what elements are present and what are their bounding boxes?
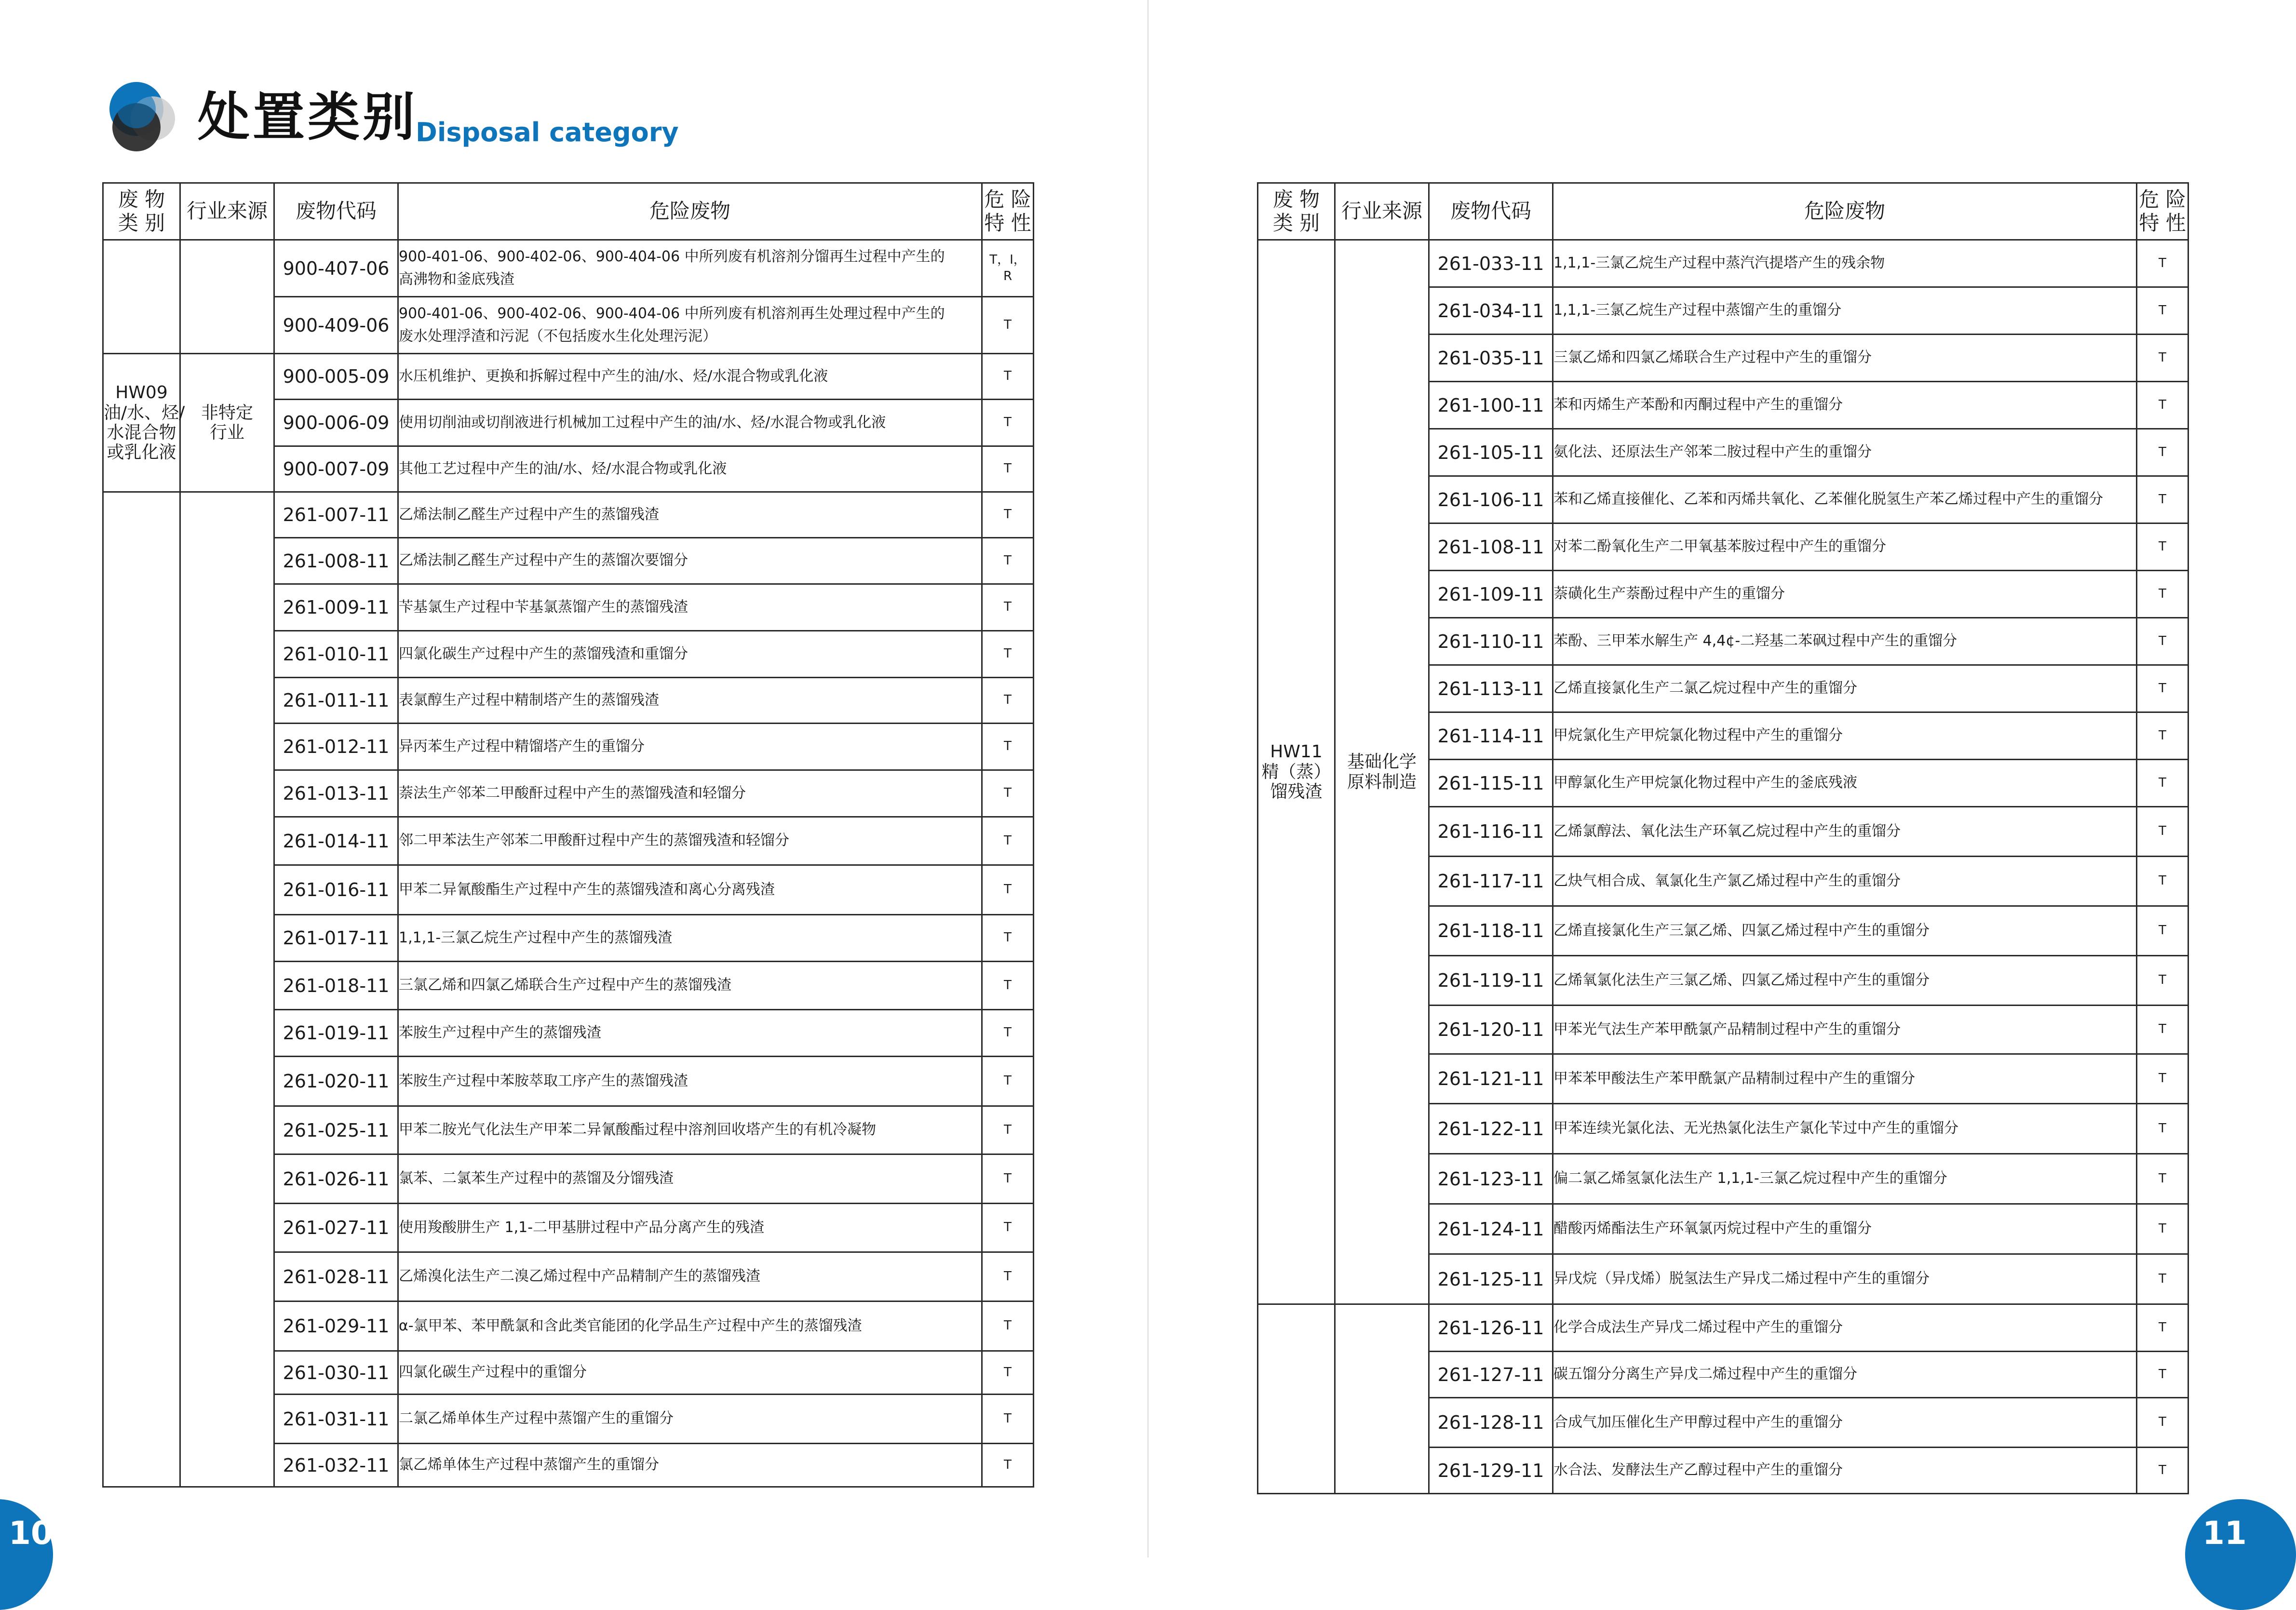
waste-description-text: 化学合成法生产异戊二烯过程中产生的重馏分 bbox=[1553, 1319, 1843, 1336]
hazard-characteristic-text: T bbox=[1004, 415, 1012, 430]
waste-code: 261-122-11 bbox=[1429, 1104, 1553, 1154]
waste-description bbox=[1553, 429, 2137, 476]
column-header-description: 危险废物 bbox=[398, 183, 982, 240]
category-cell bbox=[1258, 240, 1335, 1304]
hazard-characteristic-text: T，I， R bbox=[989, 252, 1026, 283]
waste-description bbox=[1553, 1304, 2137, 1352]
hazard-characteristic bbox=[2137, 429, 2188, 476]
waste-code: 261-121-11 bbox=[1429, 1054, 1553, 1104]
hazard-characteristic bbox=[2137, 382, 2188, 429]
hazard-characteristic-text: T bbox=[2159, 397, 2166, 412]
waste-description-text: 乙炔气相合成、氧氯化生产氯乙烯过程中产生的重馏分 bbox=[1553, 872, 1901, 889]
waste-description bbox=[1553, 857, 2137, 906]
waste-description bbox=[1553, 571, 2137, 618]
hazard-characteristic-text: T bbox=[2159, 824, 2166, 839]
waste-description-text: 三氯乙烯和四氯乙烯联合生产过程中产生的重馏分 bbox=[1553, 349, 1872, 366]
waste-code: 900-007-09 bbox=[274, 446, 398, 492]
category-cell bbox=[1258, 1304, 1335, 1494]
hazard-characteristic bbox=[982, 1204, 1034, 1252]
table-header-row bbox=[103, 183, 1034, 240]
hazard-characteristic-text: T bbox=[2159, 973, 2166, 988]
waste-description bbox=[1553, 1398, 2137, 1448]
waste-description-text: 乙烯氯醇法、氧化法生产环氧乙烷过程中产生的重馏分 bbox=[1553, 822, 1901, 840]
column-header-category: 废 物 类 别 bbox=[1258, 183, 1335, 240]
waste-description bbox=[398, 865, 982, 915]
waste-description-text: 表氯醇生产过程中精制塔产生的蒸馏残渣 bbox=[399, 691, 659, 709]
waste-code: 261-007-11 bbox=[274, 492, 398, 538]
waste-code: 900-006-09 bbox=[274, 400, 398, 446]
waste-description-text: 900-401-06、900-402-06、900-404-06 中所列废有机溶剂再生处理过程中产生的 废水处理浮渣和污泥（不包括废水生化处理污泥） bbox=[399, 305, 945, 345]
hazard-characteristic-text: T bbox=[2159, 492, 2166, 507]
waste-description-text: 氨化法、还原法生产邻苯二胺过程中产生的重馏分 bbox=[1553, 443, 1872, 461]
waste-code: 261-115-11 bbox=[1429, 760, 1553, 807]
hazard-characteristic bbox=[982, 1252, 1034, 1301]
waste-description-text: 乙烯直接氯化生产三氯乙烯、四氯乙烯过程中产生的重馏分 bbox=[1553, 922, 1930, 939]
waste-code: 261-124-11 bbox=[1429, 1204, 1553, 1254]
waste-description bbox=[1553, 712, 2137, 760]
waste-description bbox=[398, 538, 982, 584]
waste-description-text: 苯胺生产过程中苯胺萃取工序产生的蒸馏残渣 bbox=[399, 1072, 688, 1089]
hazard-characteristic-text: T bbox=[1004, 461, 1012, 476]
table-row bbox=[103, 354, 1034, 400]
waste-code: 900-409-06 bbox=[274, 297, 398, 354]
hazard-characteristic bbox=[982, 1154, 1034, 1204]
hazard-characteristic bbox=[982, 538, 1034, 584]
waste-code: 261-031-11 bbox=[274, 1395, 398, 1444]
hazard-characteristic bbox=[2137, 1398, 2188, 1448]
waste-description-text: 乙烯法制乙醛生产过程中产生的蒸馏残渣 bbox=[399, 506, 659, 523]
industry-source-cell bbox=[1335, 1304, 1429, 1494]
waste-description bbox=[1553, 1104, 2137, 1154]
industry-source-cell bbox=[1335, 240, 1429, 1304]
waste-description-text: 使用切削油或切削液进行机械加工过程中产生的油/水、烃/水混合物或乳化液 bbox=[399, 414, 886, 431]
hazard-characteristic-text: T bbox=[1004, 739, 1012, 754]
category-label: HW11 精（蒸） 馏残渣 bbox=[1261, 742, 1331, 802]
waste-description-text: 苯和丙烯生产苯酚和丙酮过程中产生的重馏分 bbox=[1553, 396, 1843, 414]
hazard-characteristic bbox=[982, 678, 1034, 724]
waste-description-text: 对苯二酚氧化生产二甲氧基苯胺过程中产生的重馏分 bbox=[1553, 538, 1886, 555]
waste-description-text: 偏二氯乙烯氢氯化法生产 1,1,1-三氯乙烷过程中产生的重馏分 bbox=[1553, 1170, 1947, 1187]
hazard-characteristic bbox=[982, 962, 1034, 1010]
waste-code: 261-126-11 bbox=[1429, 1304, 1553, 1352]
waste-code: 261-105-11 bbox=[1429, 429, 1553, 476]
waste-description bbox=[398, 1204, 982, 1252]
waste-description bbox=[1553, 1352, 2137, 1398]
waste-code: 261-123-11 bbox=[1429, 1154, 1553, 1204]
hazard-characteristic-text: T bbox=[1004, 978, 1012, 993]
hazard-characteristic-text: T bbox=[2159, 633, 2166, 648]
hazard-characteristic bbox=[982, 817, 1034, 865]
waste-description-text: 乙烯法制乙醛生产过程中产生的蒸馏次要馏分 bbox=[399, 552, 688, 569]
waste-code: 261-113-11 bbox=[1429, 665, 1553, 712]
waste-description bbox=[1553, 476, 2137, 523]
waste-code: 261-035-11 bbox=[1429, 335, 1553, 382]
waste-description-text: 萘法生产邻苯二甲酸酐过程中产生的蒸馏残渣和轻馏分 bbox=[399, 784, 746, 802]
waste-code: 261-110-11 bbox=[1429, 618, 1553, 665]
waste-description bbox=[1553, 1006, 2137, 1054]
hazard-characteristic bbox=[982, 400, 1034, 446]
waste-description bbox=[398, 915, 982, 962]
waste-description-text: 邻二甲苯法生产邻苯二甲酸酐过程中产生的蒸馏残渣和轻馏分 bbox=[399, 832, 789, 849]
hazard-characteristic bbox=[982, 492, 1034, 538]
hazard-characteristic-text: T bbox=[1004, 1220, 1012, 1235]
hazard-characteristic bbox=[2137, 1154, 2188, 1204]
hazard-characteristic-text: T bbox=[2159, 1367, 2166, 1382]
waste-code: 261-034-11 bbox=[1429, 287, 1553, 335]
category-cell bbox=[103, 492, 180, 1487]
waste-description bbox=[398, 1010, 982, 1057]
waste-description-text: 甲苯二胺光气化法生产甲苯二异氰酸酯过程中溶剂回收塔产生的有机冷凝物 bbox=[399, 1121, 876, 1139]
waste-description bbox=[398, 1154, 982, 1204]
table-row bbox=[1258, 1304, 2188, 1352]
waste-code: 261-100-11 bbox=[1429, 382, 1553, 429]
hazard-characteristic bbox=[2137, 335, 2188, 382]
waste-description bbox=[1553, 240, 2137, 287]
waste-code: 900-005-09 bbox=[274, 354, 398, 400]
hazard-characteristic-text: T bbox=[1004, 369, 1012, 384]
page-title: 处置类别 bbox=[198, 87, 418, 148]
waste-code: 261-026-11 bbox=[274, 1154, 398, 1204]
hazard-characteristic bbox=[982, 1010, 1034, 1057]
waste-code: 261-029-11 bbox=[274, 1301, 398, 1351]
hazard-characteristic-text: T bbox=[2159, 255, 2166, 270]
hazard-characteristic-text: T bbox=[2159, 350, 2166, 365]
hazard-characteristic-text: T bbox=[2159, 1171, 2166, 1186]
hazard-characteristic bbox=[982, 1106, 1034, 1154]
waste-description bbox=[398, 354, 982, 400]
waste-code: 261-025-11 bbox=[274, 1106, 398, 1154]
industry-source-label: 非特定 行业 bbox=[201, 402, 253, 443]
hazard-characteristic-text: T bbox=[2159, 1415, 2166, 1430]
hazard-characteristic-text: T bbox=[1004, 1365, 1012, 1380]
disposal-table-right bbox=[1257, 182, 2189, 1494]
waste-code: 261-114-11 bbox=[1429, 712, 1553, 760]
hazard-characteristic-text: T bbox=[1004, 1457, 1012, 1472]
waste-description bbox=[398, 400, 982, 446]
waste-description bbox=[398, 770, 982, 817]
hazard-characteristic bbox=[982, 240, 1034, 297]
waste-description bbox=[398, 297, 982, 354]
waste-code: 261-108-11 bbox=[1429, 523, 1553, 571]
hazard-characteristic-text: T bbox=[1004, 1122, 1012, 1137]
hazard-characteristic-text: T bbox=[2159, 1071, 2166, 1086]
hazard-characteristic bbox=[2137, 523, 2188, 571]
hazard-characteristic-text: T bbox=[2159, 539, 2166, 554]
waste-description bbox=[398, 678, 982, 724]
waste-description bbox=[1553, 1054, 2137, 1104]
column-header-code: 废物代码 bbox=[1429, 183, 1553, 240]
waste-code: 261-106-11 bbox=[1429, 476, 1553, 523]
hazard-characteristic bbox=[2137, 476, 2188, 523]
hazard-characteristic-text: T bbox=[2159, 728, 2166, 743]
hazard-characteristic bbox=[2137, 956, 2188, 1006]
column-header-source: 行业来源 bbox=[180, 183, 274, 240]
page-number-right: 11 bbox=[2185, 1499, 2296, 1610]
waste-description-text: 乙烯氧氯化法生产三氯乙烯、四氯乙烯过程中产生的重馏分 bbox=[1553, 971, 1930, 989]
hazard-characteristic bbox=[2137, 906, 2188, 956]
waste-description-text: 1,1,1-三氯乙烷生产过程中产生的蒸馏残渣 bbox=[399, 929, 673, 946]
waste-description-text: 900-401-06、900-402-06、900-404-06 中所列废有机溶剂分馏再生过程中产生的 高沸物和釜底残渣 bbox=[399, 248, 945, 288]
waste-description-text: 苯胺生产过程中产生的蒸馏残渣 bbox=[399, 1024, 601, 1041]
waste-description bbox=[398, 1444, 982, 1487]
column-header-code: 废物代码 bbox=[274, 183, 398, 240]
hazard-characteristic-text: T bbox=[2159, 1462, 2166, 1477]
waste-description-text: 四氯化碳生产过程中的重馏分 bbox=[399, 1364, 587, 1381]
waste-code: 261-009-11 bbox=[274, 584, 398, 631]
waste-description-text: 苄基氯生产过程中苄基氯蒸馏产生的蒸馏残渣 bbox=[399, 598, 688, 616]
waste-description bbox=[398, 817, 982, 865]
waste-description-text: 苯和乙烯直接催化、乙苯和丙烯共氧化、乙苯催化脱氢生产苯乙烯过程中产生的重馏分 bbox=[1553, 491, 2103, 508]
waste-code: 261-010-11 bbox=[274, 631, 398, 678]
waste-description bbox=[1553, 760, 2137, 807]
waste-code: 261-116-11 bbox=[1429, 807, 1553, 857]
waste-description bbox=[1553, 382, 2137, 429]
waste-description bbox=[398, 1252, 982, 1301]
hazard-characteristic-text: T bbox=[1004, 693, 1012, 708]
waste-code: 261-120-11 bbox=[1429, 1006, 1553, 1054]
hazard-characteristic-text: T bbox=[2159, 1121, 2166, 1136]
hazard-characteristic bbox=[2137, 1104, 2188, 1154]
hazard-characteristic-text: T bbox=[1004, 317, 1012, 332]
waste-description-text: 其他工艺过程中产生的油/水、烃/水混合物或乳化液 bbox=[399, 460, 727, 477]
waste-description bbox=[398, 1395, 982, 1444]
column-header-hazard: 危 险 特 性 bbox=[2137, 183, 2188, 240]
waste-description-text: 1,1,1-三氯乙烷生产过程中蒸馏产生的重馏分 bbox=[1553, 302, 1842, 319]
waste-description bbox=[1553, 287, 2137, 335]
hazard-characteristic-text: T bbox=[2159, 303, 2166, 318]
hazard-characteristic bbox=[982, 1395, 1034, 1444]
hazard-characteristic bbox=[2137, 665, 2188, 712]
table-row bbox=[103, 492, 1034, 538]
waste-description-text: 乙烯溴化法生产二溴乙烯过程中产品精制产生的蒸馏残渣 bbox=[399, 1268, 760, 1285]
waste-code: 261-125-11 bbox=[1429, 1254, 1553, 1304]
waste-description bbox=[1553, 665, 2137, 712]
hazard-characteristic-text: T bbox=[1004, 1025, 1012, 1040]
waste-description-text: 合成气加压催化生产甲醇过程中产生的重馏分 bbox=[1553, 1413, 1843, 1431]
waste-description-text: 异丙苯生产过程中精馏塔产生的重馏分 bbox=[399, 738, 645, 755]
waste-code: 261-129-11 bbox=[1429, 1448, 1553, 1494]
waste-description-text: 氯乙烯单体生产过程中蒸馏产生的重馏分 bbox=[399, 1456, 659, 1474]
waste-description bbox=[398, 584, 982, 631]
waste-description-text: 氯苯、二氯苯生产过程中的蒸馏及分馏残渣 bbox=[399, 1170, 674, 1187]
waste-description-text: α-氯甲苯、苯甲酰氯和含此类官能团的化学品生产过程中产生的蒸馏残渣 bbox=[399, 1317, 862, 1334]
hazard-characteristic-text: T bbox=[1004, 1073, 1012, 1088]
column-header-source: 行业来源 bbox=[1335, 183, 1429, 240]
waste-code: 261-018-11 bbox=[274, 962, 398, 1010]
hazard-characteristic-text: T bbox=[2159, 923, 2166, 938]
column-header-hazard: 危 险 特 性 bbox=[982, 183, 1034, 240]
hazard-characteristic bbox=[982, 770, 1034, 817]
industry-source-cell bbox=[180, 492, 274, 1487]
waste-description bbox=[1553, 807, 2137, 857]
hazard-characteristic-text: T bbox=[2159, 873, 2166, 888]
waste-code: 261-032-11 bbox=[274, 1444, 398, 1487]
hazard-characteristic-text: T bbox=[1004, 507, 1012, 522]
waste-code: 261-017-11 bbox=[274, 915, 398, 962]
waste-description-text: 甲苯二异氰酸酯生产过程中产生的蒸馏残渣和离心分离残渣 bbox=[399, 881, 775, 898]
waste-code: 261-033-11 bbox=[1429, 240, 1553, 287]
waste-description bbox=[1553, 1154, 2137, 1204]
waste-description-text: 醋酸丙烯酯法生产环氧氯丙烷过程中产生的重馏分 bbox=[1553, 1220, 1872, 1237]
hazard-characteristic-text: T bbox=[2159, 1221, 2166, 1236]
waste-description bbox=[398, 962, 982, 1010]
waste-description bbox=[398, 240, 982, 297]
hazard-characteristic bbox=[982, 1301, 1034, 1351]
table-header-row bbox=[1258, 183, 2188, 240]
table-row bbox=[1258, 240, 2188, 287]
industry-source-label: 基础化学 原料制造 bbox=[1347, 752, 1417, 792]
waste-description-text: 萘磺化生产萘酚过程中产生的重馏分 bbox=[1553, 585, 1785, 603]
hazard-characteristic-text: T bbox=[2159, 586, 2166, 601]
waste-description-text: 碳五馏分分离生产异戊二烯过程中产生的重馏分 bbox=[1553, 1366, 1857, 1383]
hazard-characteristic bbox=[2137, 1352, 2188, 1398]
waste-description bbox=[1553, 618, 2137, 665]
hazard-characteristic-text: T bbox=[1004, 646, 1012, 661]
waste-description bbox=[398, 724, 982, 770]
hazard-characteristic-text: T bbox=[2159, 1022, 2166, 1037]
hazard-characteristic bbox=[2137, 857, 2188, 906]
hazard-characteristic bbox=[2137, 240, 2188, 287]
waste-description-text: 甲醇氯化生产甲烷氯化物过程中产生的釜底残液 bbox=[1553, 774, 1857, 792]
waste-code: 261-117-11 bbox=[1429, 857, 1553, 906]
industry-source-cell bbox=[180, 240, 274, 354]
hazard-characteristic-text: T bbox=[1004, 1411, 1012, 1426]
hazard-characteristic-text: T bbox=[1004, 833, 1012, 848]
hazard-characteristic bbox=[982, 446, 1034, 492]
hazard-characteristic-text: T bbox=[1004, 553, 1012, 568]
hazard-characteristic-text: T bbox=[1004, 882, 1012, 897]
hazard-characteristic-text: T bbox=[1004, 930, 1012, 945]
waste-description bbox=[1553, 956, 2137, 1006]
waste-code: 261-016-11 bbox=[274, 865, 398, 915]
hazard-characteristic bbox=[2137, 1006, 2188, 1054]
hazard-characteristic-text: T bbox=[1004, 600, 1012, 615]
waste-description bbox=[1553, 1448, 2137, 1494]
waste-code: 261-118-11 bbox=[1429, 906, 1553, 956]
waste-code: 261-127-11 bbox=[1429, 1352, 1553, 1398]
waste-description-text: 乙烯直接氯化生产二氯乙烷过程中产生的重馏分 bbox=[1553, 680, 1857, 697]
hazard-characteristic bbox=[2137, 712, 2188, 760]
hazard-characteristic-text: T bbox=[2159, 444, 2166, 459]
waste-code: 261-128-11 bbox=[1429, 1398, 1553, 1448]
column-header-category: 废 物 类 别 bbox=[103, 183, 180, 240]
waste-code: 261-019-11 bbox=[274, 1010, 398, 1057]
hazard-characteristic bbox=[2137, 760, 2188, 807]
hazard-characteristic bbox=[982, 584, 1034, 631]
waste-code: 261-013-11 bbox=[274, 770, 398, 817]
hazard-characteristic-text: T bbox=[1004, 1269, 1012, 1284]
waste-description bbox=[1553, 906, 2137, 956]
waste-description-text: 甲苯光气法生产苯甲酰氯产品精制过程中产生的重馏分 bbox=[1553, 1020, 1901, 1038]
hazard-characteristic bbox=[982, 865, 1034, 915]
industry-source-cell bbox=[180, 354, 274, 492]
page-number-left: 10 bbox=[0, 1499, 53, 1610]
hazard-characteristic-text: T bbox=[2159, 681, 2166, 696]
waste-description-text: 水压机维护、更换和拆解过程中产生的油/水、烃/水混合物或乳化液 bbox=[399, 367, 828, 385]
hazard-characteristic bbox=[2137, 807, 2188, 857]
category-label: HW09 油/水、烃/ 水混合物 或乳化液 bbox=[104, 383, 185, 463]
waste-description bbox=[1553, 1254, 2137, 1304]
hazard-characteristic-text: T bbox=[1004, 1318, 1012, 1333]
waste-code: 261-119-11 bbox=[1429, 956, 1553, 1006]
waste-code: 261-011-11 bbox=[274, 678, 398, 724]
table-row bbox=[103, 240, 1034, 297]
waste-description-text: 苯酚、三甲苯水解生产 4,4¢-二羟基二苯砜过程中产生的重馏分 bbox=[1553, 632, 1958, 650]
hazard-characteristic bbox=[982, 915, 1034, 962]
waste-code: 261-030-11 bbox=[274, 1351, 398, 1395]
waste-description bbox=[398, 1351, 982, 1395]
waste-description bbox=[398, 1301, 982, 1351]
hazard-characteristic-text: T bbox=[1004, 786, 1012, 801]
hazard-characteristic bbox=[982, 1351, 1034, 1395]
disposal-table-left bbox=[102, 182, 1034, 1488]
waste-description-text: 水合法、发酵法生产乙醇过程中产生的重馏分 bbox=[1553, 1462, 1843, 1479]
waste-description bbox=[398, 1106, 982, 1154]
waste-code: 261-012-11 bbox=[274, 724, 398, 770]
overlapping-circles-logo-icon bbox=[108, 81, 181, 153]
page-subtitle: Disposal category bbox=[416, 117, 679, 148]
waste-description-text: 使用羧酸肼生产 1,1-二甲基肼过程中产品分离产生的残渣 bbox=[399, 1219, 765, 1236]
hazard-characteristic bbox=[2137, 618, 2188, 665]
waste-code: 900-407-06 bbox=[274, 240, 398, 297]
waste-description bbox=[1553, 1204, 2137, 1254]
waste-code: 261-028-11 bbox=[274, 1252, 398, 1301]
hazard-characteristic bbox=[2137, 1054, 2188, 1104]
hazard-characteristic bbox=[982, 1057, 1034, 1106]
waste-code: 261-027-11 bbox=[274, 1204, 398, 1252]
hazard-characteristic bbox=[2137, 1448, 2188, 1494]
hazard-characteristic bbox=[2137, 287, 2188, 335]
waste-description-text: 甲烷氯化生产甲烷氯化物过程中产生的重馏分 bbox=[1553, 727, 1843, 744]
waste-description bbox=[1553, 335, 2137, 382]
hazard-characteristic bbox=[982, 724, 1034, 770]
waste-description-text: 二氯乙烯单体生产过程中蒸馏产生的重馏分 bbox=[399, 1410, 674, 1427]
waste-description bbox=[398, 446, 982, 492]
hazard-characteristic bbox=[982, 1444, 1034, 1487]
hazard-characteristic-text: T bbox=[2159, 1320, 2166, 1335]
waste-description-text: 三氯乙烯和四氯乙烯联合生产过程中产生的蒸馏残渣 bbox=[399, 977, 731, 994]
hazard-characteristic bbox=[2137, 1204, 2188, 1254]
waste-description bbox=[398, 631, 982, 678]
waste-code: 261-109-11 bbox=[1429, 571, 1553, 618]
hazard-characteristic-text: T bbox=[2159, 775, 2166, 790]
waste-description-text: 甲苯苯甲酸法生产苯甲酰氯产品精制过程中产生的重馏分 bbox=[1553, 1070, 1915, 1087]
waste-code: 261-020-11 bbox=[274, 1057, 398, 1106]
category-cell bbox=[103, 240, 180, 354]
waste-description bbox=[1553, 523, 2137, 571]
waste-description-text: 四氯化碳生产过程中产生的蒸馏残渣和重馏分 bbox=[399, 645, 688, 662]
waste-description-text: 甲苯连续光氯化法、无光热氯化法生产氯化苄过中产生的重馏分 bbox=[1553, 1120, 1958, 1137]
hazard-characteristic bbox=[982, 631, 1034, 678]
column-header-description: 危险废物 bbox=[1553, 183, 2137, 240]
waste-code: 261-014-11 bbox=[274, 817, 398, 865]
hazard-characteristic-text: T bbox=[1004, 1171, 1012, 1186]
hazard-characteristic bbox=[982, 354, 1034, 400]
waste-description-text: 1,1,1-三氯乙烷生产过程中蒸汽汽提塔产生的残余物 bbox=[1553, 255, 1885, 272]
waste-description bbox=[398, 492, 982, 538]
hazard-characteristic bbox=[2137, 571, 2188, 618]
hazard-characteristic-text: T bbox=[2159, 1271, 2166, 1286]
hazard-characteristic bbox=[2137, 1254, 2188, 1304]
waste-description bbox=[398, 1057, 982, 1106]
waste-code: 261-008-11 bbox=[274, 538, 398, 584]
waste-description-text: 异戊烷（异戊烯）脱氢法生产异戊二烯过程中产生的重馏分 bbox=[1553, 1270, 1930, 1288]
category-cell bbox=[103, 354, 185, 492]
hazard-characteristic bbox=[982, 297, 1034, 354]
hazard-characteristic bbox=[2137, 1304, 2188, 1352]
